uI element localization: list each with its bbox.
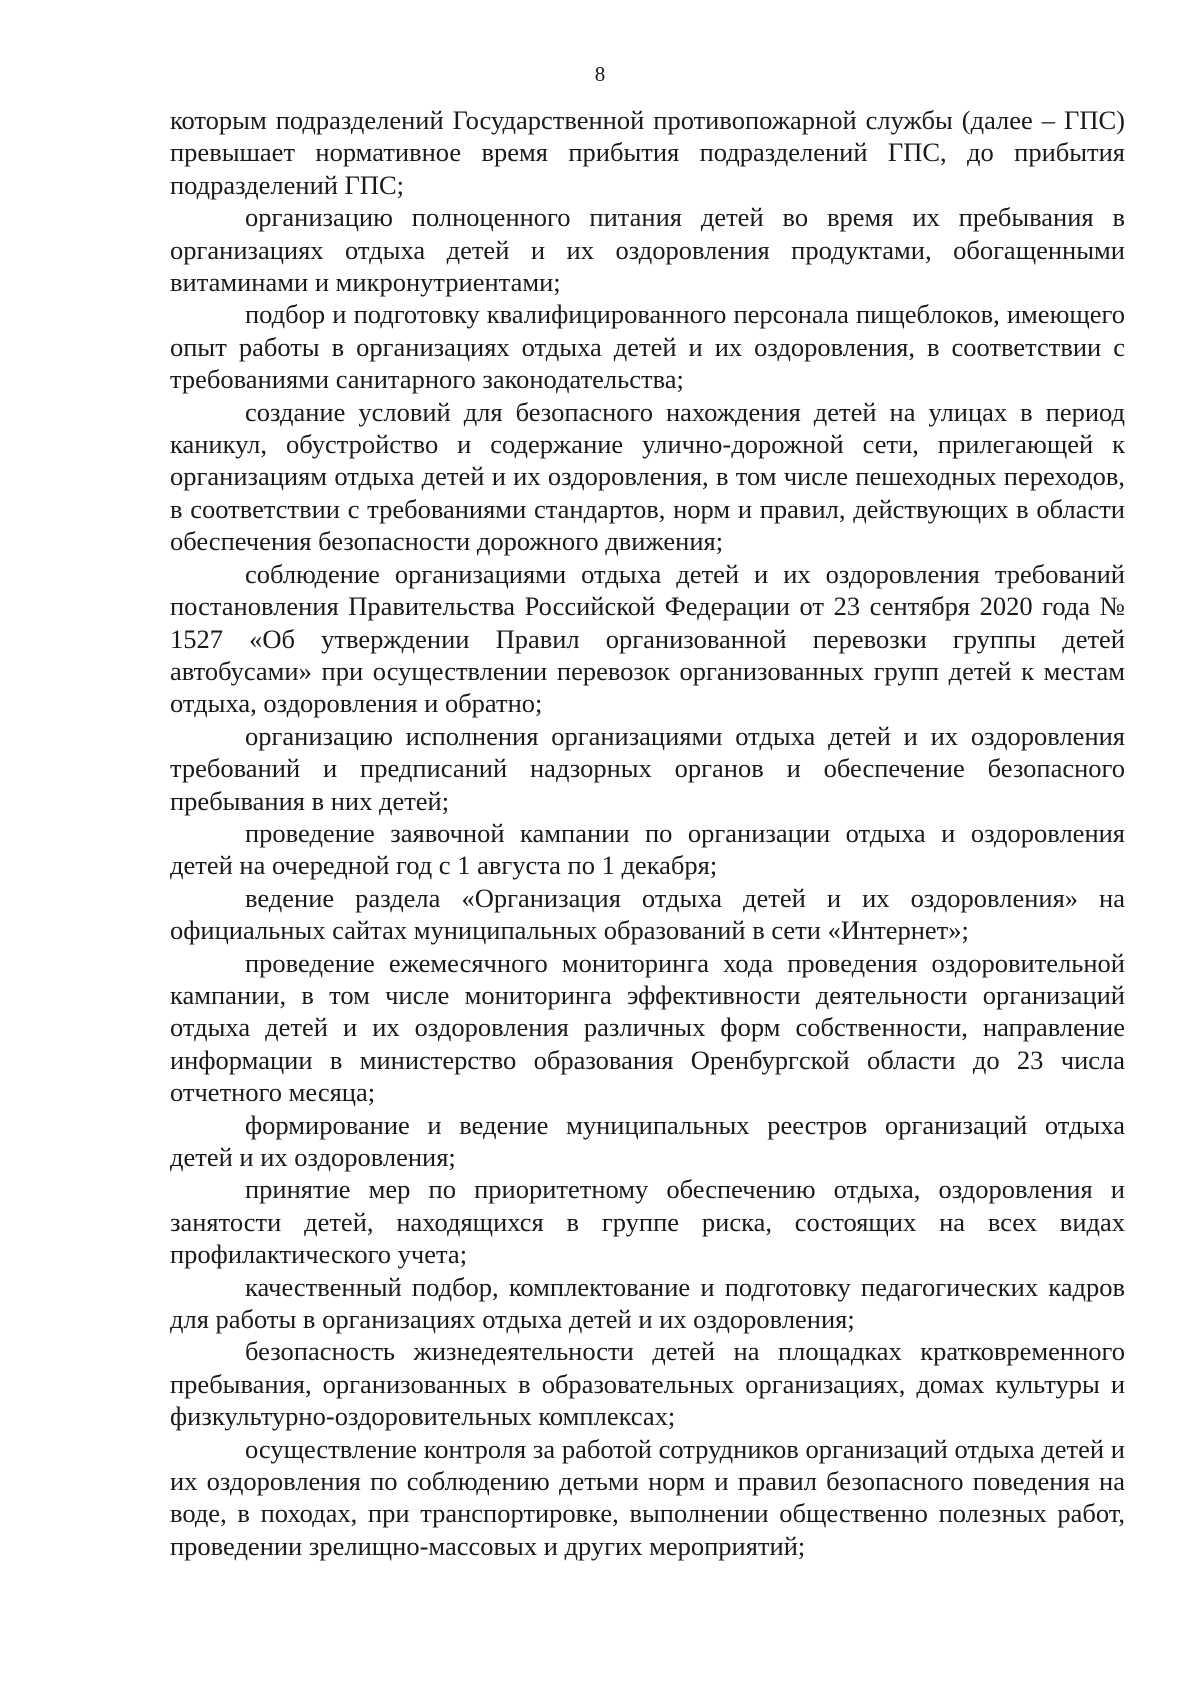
document-body bbox=[170, 104, 1125, 1562]
paragraph-pedagogical-staff: качественный подбор, комплектование и подготовку педагогических кадров для работы в организациях отдыха детей и их оздоровления; bbox=[170, 1271, 1125, 1335]
paragraph-nutrition: организацию полноценного питания детей во время их пребывания в организациях отдыха детей и их оздоровления продуктами, обогащенными витаминами и микронутриентами; bbox=[170, 202, 1125, 298]
paragraph-supervisory-requirements: организацию исполнения организациями отдыха детей и их оздоровления требований и предписаний надзорных органов и обеспечение безопасного пребывания в них детей; bbox=[170, 720, 1125, 816]
paragraph-staff-control: осуществление контроля за работой сотрудников организаций отдыха детей и их оздоровления по соблюдению детьми норм и правил безопасного поведения на воде, в походах, при транспортировке, выполнении общественно полезных работ, проведении зрелищно-массовых и других мероприятий; bbox=[170, 1433, 1125, 1561]
paragraph-continuation: которым подразделений Государственной противопожарной службы (далее – ГПС) превышает нормативное время прибытия подразделений ГПС, до прибытия подразделений ГПС; bbox=[170, 105, 1125, 200]
paragraph-kitchen-staff: подбор и подготовку квалифицированного персонала пищеблоков, имеющего опыт работы в организациях отдыха детей и их оздоровления, в соответствии с требованиями санитарного законодательства; bbox=[170, 299, 1125, 395]
paragraph-application-campaign: проведение заявочной кампании по организации отдыха и оздоровления детей на очередной год с 1 августа по 1 декабря; bbox=[170, 817, 1125, 881]
paragraph-website-section: ведение раздела «Организация отдыха детей и их оздоровления» на официальных сайтах муниципальных образований в сети «Интернет»; bbox=[170, 882, 1125, 946]
page-number: 8 bbox=[594, 62, 606, 86]
paragraph-municipal-registers: формирование и ведение муниципальных реестров организаций отдыха детей и их оздоровления; bbox=[170, 1109, 1125, 1172]
paragraph-monthly-monitoring: проведение ежемесячного мониторинга хода проведения оздоровительной кампании, в том числе мониторинга эффективности деятельности организаций отдыха детей и их оздоровления различных форм собственности, направление информации в министерство образования Оренбургской области до 23 числа отчетного месяца; bbox=[170, 947, 1125, 1108]
paragraph-risk-group: принятие мер по приоритетному обеспечению отдыха, оздоровления и занятости детей, находящихся в группе риска, состоящих на всех видах профилактического учета; bbox=[170, 1174, 1125, 1270]
paragraph-bus-transport: соблюдение организациями отдыха детей и их оздоровления требований постановления Правительства Российской Федерации от 23 сентября 2020 года № 1527 «Об утверждении Правил организованной перевозки группы детей автобусами» при осуществлении перевозок организованных групп детей к местам отдыха, оздоровления и обратно; bbox=[170, 558, 1125, 719]
paragraph-short-stay-sites: безопасность жизнедеятельности детей на площадках кратковременного пребывания, организованных в образовательных организациях, домах культуры и физкультурно-оздоровительных комплексах; bbox=[170, 1336, 1125, 1432]
paragraph-road-safety: создание условий для безопасного нахождения детей на улицах в период каникул, обустройство и содержание улично-дорожной сети, прилегающей к организациям отдыха детей и их оздоровления, в том числе пешеходных переходов, в соответствии с требованиями стандартов, норм и правил, действующих в области обеспечения безопасности дорожного движения; bbox=[170, 396, 1125, 557]
